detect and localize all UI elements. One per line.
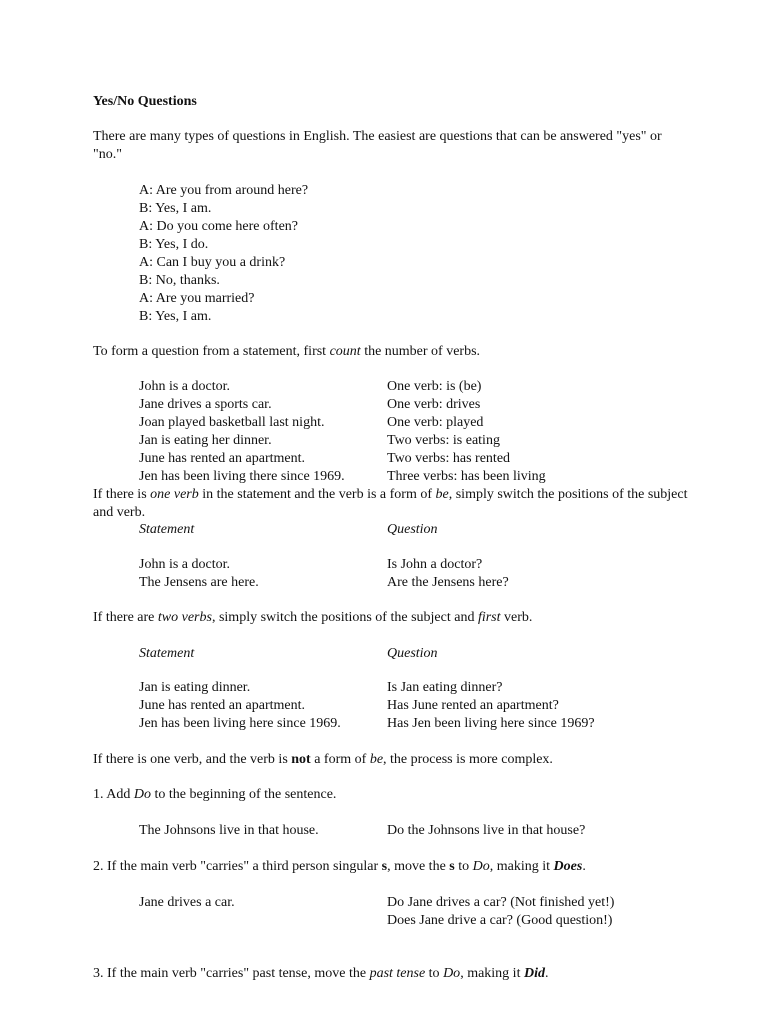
step-1-example-left: The Johnsons live in that house.: [139, 823, 319, 838]
dialogue-line: A: Are you from around here?: [139, 183, 309, 198]
step-2-example-right: [387, 894, 627, 930]
table-cell: Jen has been living there since 1969.: [139, 469, 345, 484]
table-cell: Is John a doctor?: [387, 557, 483, 572]
dialogue-list: [139, 182, 308, 326]
table-cell: Two verbs: is eating: [387, 433, 500, 448]
verb-table-right: [387, 378, 546, 486]
table-cell: Has Jen been living here since 1969?: [387, 716, 595, 731]
one-verb-paragraph: If there is one verb in the statement and the verb is a form of be, simply switch the positions of the subject and verb.: [93, 487, 688, 520]
intro-paragraph: There are many types of questions in English. The easiest are questions that can be answered "yes" or "no.": [93, 129, 662, 162]
table-cell: June has rented an apartment.: [139, 698, 305, 713]
table-cell: Is Jan eating dinner?: [387, 680, 503, 695]
dialogue-line: A: Do you come here often?: [139, 219, 298, 234]
dialogue-line: B: Yes, I am.: [139, 309, 212, 324]
dialogue-line: A: Are you married?: [139, 291, 255, 306]
be-table-right: [387, 556, 509, 592]
example-answer: Does Jane drive a car? (Good question!): [387, 913, 613, 928]
complex-paragraph: If there is one verb, and the verb is not a form of be, the process is more complex.: [93, 752, 553, 767]
table-cell: Jan is eating dinner.: [139, 680, 251, 695]
header-statement: Statement: [139, 646, 195, 661]
table-cell: Jan is eating her dinner.: [139, 433, 272, 448]
step-1-example-right: Do the Johnsons live in that house?: [387, 823, 586, 838]
header-question: Question: [387, 522, 438, 537]
count-paragraph: To form a question from a statement, first count the number of verbs.: [93, 344, 481, 359]
header-statement: Statement: [139, 522, 195, 537]
table-cell: One verb: is (be): [387, 379, 482, 394]
be-table-left: [139, 556, 259, 592]
table-cell: Jen has been living here since 1969.: [139, 716, 341, 731]
page-title: Yes/No Questions: [93, 94, 197, 109]
header-question: Question: [387, 646, 438, 661]
table-cell: Joan played basketball last night.: [139, 415, 325, 430]
dialogue-line: A: Can I buy you a drink?: [139, 255, 286, 270]
step-2: 2. If the main verb "carries" a third person singular s, move the s to Do, making it Does.: [93, 859, 586, 874]
two-verbs-paragraph: If there are two verbs, simply switch the positions of the subject and first verb.: [93, 610, 533, 625]
table-cell: John is a doctor.: [139, 379, 230, 394]
two-table-left: [139, 679, 341, 733]
dialogue-line: B: Yes, I do.: [139, 237, 209, 252]
table-cell: The Jensens are here.: [139, 575, 259, 590]
table-cell: Three verbs: has been living: [387, 469, 546, 484]
step-1: 1. Add Do to the beginning of the sentence.: [93, 787, 337, 802]
step-3: 3. If the main verb "carries" past tense, move the past tense to Do, making it Did.: [93, 966, 549, 981]
table-cell: One verb: drives: [387, 397, 481, 412]
table-cell: Has June rented an apartment?: [387, 698, 559, 713]
dialogue-line: B: No, thanks.: [139, 273, 220, 288]
table-cell: Jane drives a sports car.: [139, 397, 272, 412]
table-cell: Two verbs: has rented: [387, 451, 511, 466]
step-2-example-left: Jane drives a car.: [139, 895, 235, 910]
example-answer: Do Jane drives a car? (Not finished yet!): [387, 895, 615, 910]
table-cell: John is a doctor.: [139, 557, 230, 572]
verb-table-left: [139, 378, 345, 486]
dialogue-line: B: Yes, I am.: [139, 201, 212, 216]
table-cell: Are the Jensens here?: [387, 575, 509, 590]
table-cell: One verb: played: [387, 415, 484, 430]
two-table-right: [387, 679, 595, 733]
table-cell: June has rented an apartment.: [139, 451, 305, 466]
